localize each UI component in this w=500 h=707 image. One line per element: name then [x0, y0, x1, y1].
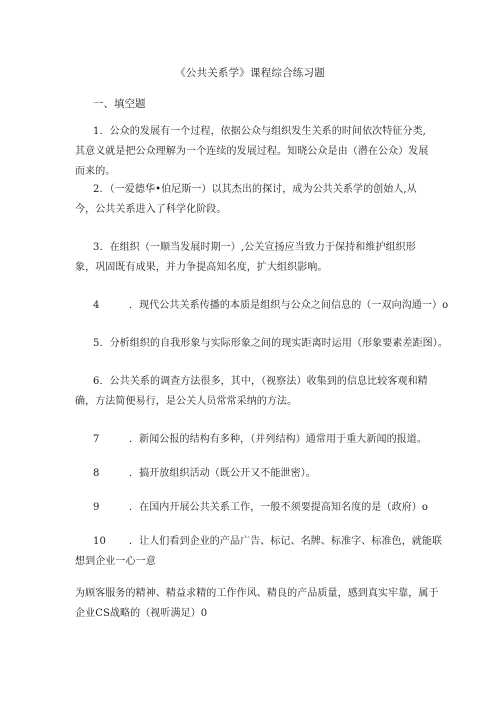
item-text: ．（一爱德华•伯尼斯一）以其杰出的探讨，成为公共关系学的创始人,从今，公共关系进入了科学化阶段。	[75, 184, 417, 215]
section-heading: 一、填空题	[93, 98, 146, 110]
item-number: 10	[93, 536, 106, 547]
item-text: ．在组织（一顺当发展时期一）,公关宣扬应当致力于保持和维护组织形象，巩固既有成果，并力争提高知名度，扩大组织影响。	[75, 242, 416, 273]
item-number: 5	[93, 338, 100, 349]
item-text: ．分析组织的自我形象与实际形象之间的现实距离时运用（形象要素差距图）。	[99, 338, 448, 349]
question-item-9	[75, 498, 435, 518]
item-number: 4	[93, 300, 100, 311]
item-text: ．在国内开展公共关系工作，一般不须要提高知名度的是（政府）o	[129, 502, 429, 513]
item-number: 8	[93, 468, 100, 479]
item-continuation: 想到企业一心一意	[75, 556, 156, 567]
item-text: ．公众的发展有一个过程，依据公众与组织发生关系的时间依次特征分类,其意义就是把公众理解为一个连续的发展过程。知晓公众是由（潜在公众）发展而来的。	[75, 126, 429, 177]
question-item-5	[75, 334, 448, 354]
question-item-1	[75, 122, 435, 182]
question-item-4	[75, 296, 449, 316]
document-title: 《公共关系学》课程综合练习题	[175, 67, 325, 79]
item-number: 9	[93, 502, 100, 513]
item-text: ．公共关系的调查方法很多，其中，（视察法）收集到的信息比较客观和精确，方法简便易行，是公关人员常常采纳的方法。	[75, 376, 428, 407]
item-text: ．现代公共关系传播的本质是组织与公众之间信息的（一双向沟通一）o	[129, 300, 449, 311]
tail-line-1: 为顾客服务的精神、精益求精的工作作风、精良的产品质量，感到真实牢靠，属于	[75, 588, 439, 599]
question-item-3	[75, 238, 435, 278]
question-item-6	[75, 372, 435, 412]
question-item-8	[75, 464, 435, 484]
question-item-7	[75, 430, 435, 450]
question-item-10-tail	[75, 584, 439, 624]
tail-line-2: 企业CS战略的（视听满足）0	[75, 608, 208, 619]
item-number: 2	[93, 184, 100, 195]
item-number: 1	[93, 126, 100, 137]
item-number: 7	[93, 434, 100, 445]
item-text: ．搞开放组织活动（既公开又不能泄密）。	[129, 468, 316, 479]
item-number: 3	[93, 242, 100, 253]
item-text: ．让人们看到企业的产品广告、标记、名牌、标准字、标准色，就能联	[129, 536, 443, 547]
item-text: ．新闻公报的结构有多种，（并列结构）通常用于重大新闻的报道。	[129, 434, 427, 445]
item-number: 6	[93, 376, 100, 387]
question-item-2	[75, 180, 435, 220]
question-item-10	[75, 532, 443, 572]
